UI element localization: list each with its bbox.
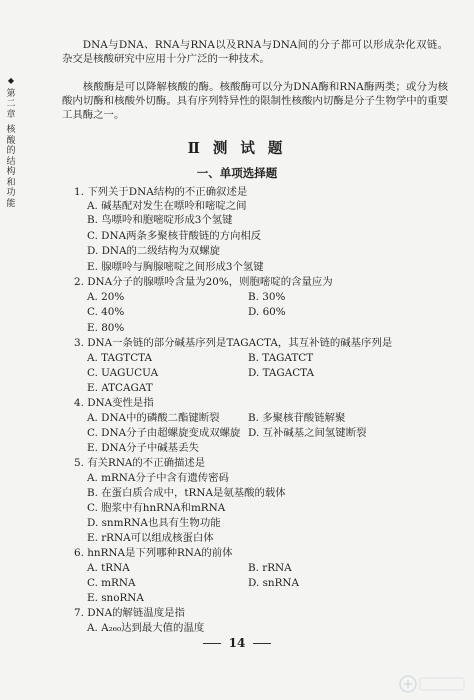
footer-dash-right [253,643,271,644]
question-stem: 5. 有关RNA的不正确描述是 [74,457,206,469]
diamond-marker-icon: ◆ [7,76,15,85]
page-number: 14 [228,636,246,650]
question-option: B. 鸟嘌呤和胞嘧啶形成3个氢键 [87,214,233,226]
question-option: B. 30% [248,291,286,303]
subsection-title: 一、单项选择题 [196,166,278,180]
question-option: A. 20% [87,291,125,303]
question-option: C. DNA两条多聚核苷酸链的方向相反 [87,230,262,242]
question-option: D. TAGACTA [248,367,315,379]
question-option: A. TAGTCTA [87,352,153,364]
question-option: A. mRNA分子中含有遗传密码 [87,472,229,484]
question-option: E. rRNA可以组成核蛋白体 [87,532,214,544]
question-option: E. 80% [87,322,125,334]
question-option: D. 互补碱基之间氢键断裂 [248,427,367,439]
question-option: C. DNA分子由超螺旋变成双螺旋 [87,427,241,439]
intro-paragraph-2: 核酸酶是可以降解核酸的酶。核酸酶可以分为DNA酶和RNA酶两类；或分为核酸内切酶和核酸外切酶。具有序列特异性的限制性核酸内切酶是分子生物学中的重要工具酶之一。 [62,81,448,121]
watermark-logo-icon [398,672,468,696]
question-stem: 2. DNA分子的腺嘌呤含量为20%，则胞嘧啶的含量应为 [74,276,333,288]
question-option: A. tRNA [87,562,130,574]
intro-paragraph-1: DNA与DNA、RNA与RNA以及RNA与DNA间的分子都可以形成杂化双链。杂交是核酸研究中应用十分广泛的一种技术。 [62,39,448,65]
question-option: B. TAGATCT [248,352,314,364]
question-option: D. snmRNA也具有生物功能 [87,517,221,529]
question-option: E. ATCAGAT [87,382,153,394]
question-option: A. DNA中的磷酸二酯键断裂 [87,412,220,424]
question-stem: 6. hnRNA是下列哪种RNA的前体 [74,547,233,559]
chapter-topic: 核酸的结构和功能 [6,125,16,209]
chapter-label: 第二章 [6,88,16,120]
question-option: C. 40% [87,306,125,318]
question-stem: 7. DNA的解链温度是指 [74,607,185,619]
section-title: Ⅱ 测 试 题 [187,140,287,157]
question-stem: 1. 下列关于DNA结构的不正确叙述是 [74,186,248,198]
question-option: E. snoRNA [87,592,144,604]
question-option: C. mRNA [87,577,136,589]
question-option: E. 腺嘌呤与胸腺嘧啶之间形成3个氢键 [87,261,264,273]
question-option: A. A₂₆₀达到最大值的温度 [87,622,205,634]
page-footer [0,636,474,650]
question-option: D. DNA的二级结构为双螺旋 [87,245,221,257]
footer-dash-left [203,643,221,644]
question-option: A. 碱基配对发生在嘌呤和嘧啶之间 [87,200,247,212]
question-option: E. DNA分子中碱基丢失 [87,442,199,454]
question-stem: 4. DNA变性是指 [74,397,154,409]
question-stem: 3. DNA一条链的部分碱基序列是TAGACTA，其互补链的碱基序列是 [74,337,393,349]
question-option: D. 60% [248,306,286,318]
question-option: B. 多聚核苷酸链解聚 [248,412,346,424]
question-option: D. snRNA [248,577,300,589]
question-option: C. UAGUCUA [87,367,159,379]
question-option: B. 在蛋白质合成中，tRNA是氨基酸的载体 [87,487,286,499]
question-option: B. rRNA [248,562,292,574]
question-option: C. 胞浆中有hnRNA和mRNA [87,502,226,514]
